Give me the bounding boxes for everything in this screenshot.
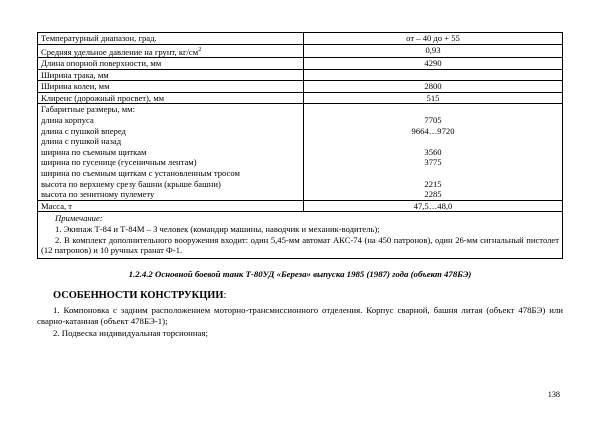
table-row — [38, 58, 563, 70]
page-number: 138 — [547, 390, 560, 399]
dimension-label: длина с пушкой вперед — [41, 125, 126, 136]
dimension-label: высота по верхнему срезу башни (крыше башни) — [41, 178, 221, 189]
row-label: Длина опорной поверхности, мм — [38, 58, 304, 70]
notes-title: Примечание: — [55, 213, 103, 224]
dimension-value — [307, 168, 559, 179]
row-label-text: Средняя удельное давление на грунт, кг/см — [41, 46, 199, 57]
section-heading — [53, 290, 226, 301]
dimension-value: 3775 — [424, 157, 442, 168]
section-heading-colon: : — [223, 290, 227, 301]
row-label: Масса, т — [38, 200, 304, 212]
dimension-label: Габаритные размеры, мм: — [41, 104, 136, 115]
dimension-value — [307, 104, 559, 115]
dimension-value: 7705 — [424, 115, 442, 126]
dimension-label: длина с пушкой назад — [41, 136, 122, 147]
row-value — [304, 69, 563, 81]
dimension-label: ширина по съемным щиткам — [41, 146, 147, 157]
row-value: 4290 — [304, 58, 563, 70]
dimension-value — [307, 136, 559, 147]
table-row — [38, 44, 563, 57]
section-heading-text: ОСОБЕННОСТИ КОНСТРУКЦИИ — [53, 290, 224, 301]
row-value: 0,93 — [304, 44, 563, 57]
row-value: 2800 — [304, 81, 563, 93]
table-row — [38, 92, 563, 104]
dimension-value: 9664…9720 — [411, 125, 455, 136]
row-value: 515 — [304, 92, 563, 104]
body-text — [37, 305, 563, 339]
dimension-value: 3560 — [424, 146, 442, 157]
dimension-label: длина корпуса — [41, 115, 94, 126]
notes-cell — [38, 212, 563, 258]
row-label — [38, 44, 304, 57]
table-row — [38, 33, 563, 45]
dimension-label: ширина по гусенице (гусеничным лентам) — [41, 157, 197, 168]
body-paragraph: 2. Подвеска индивидуальная торсионная; — [53, 327, 208, 338]
dimensions-row — [38, 104, 563, 200]
body-paragraph: 1. Компоновка с задним расположением моторно-трансмиссионного отделения. Корпус сварной, башня литая (объект 478БЭ) или сварно-катанная (объект 478БЭ-1); — [37, 305, 563, 327]
dimension-value: 2215 — [424, 178, 442, 189]
notes-row — [38, 212, 563, 258]
row-value: от – 40 до + 55 — [304, 33, 563, 45]
row-label: Температурный диапазон, град. — [38, 33, 304, 45]
dimensions-values — [304, 104, 563, 200]
note-item: 1. Экипаж Т-84 и Т-84М – 3 человек (командир машины, наводчик и механик-водитель); — [55, 223, 380, 234]
row-value: 47,5…48,0 — [304, 200, 563, 212]
dimension-label: высота по зенитному пулемету — [41, 189, 155, 200]
dimensions-labels — [38, 104, 304, 200]
section-caption: 1.2.4.2 Основной боевой танк Т-80УД «Береза» выпуска 1985 (1987) года (объект 478БЭ) — [128, 269, 472, 279]
table-row — [38, 200, 563, 212]
dimension-value: 2285 — [424, 189, 442, 200]
row-label: Ширина колеи, мм — [38, 81, 304, 93]
table-row — [38, 81, 563, 93]
row-label: Ширина трака, мм — [38, 69, 304, 81]
note-item: 2. В комплект дополнительного вооружения входит: один 5,45-мм автомат АКС-74 (на 450 патронов), один 26-мм сигнальный пистолет (12 патронов) и 10 ручных гранат Ф-1. — [41, 234, 559, 256]
dimension-label: ширина по съемным щиткам с установленным тросом — [41, 167, 240, 178]
row-label: Клиренс (дорожный просвет), мм — [38, 92, 304, 104]
row-label-superscript: 2 — [198, 46, 202, 53]
specifications-table — [37, 32, 563, 259]
table-row — [38, 69, 563, 81]
